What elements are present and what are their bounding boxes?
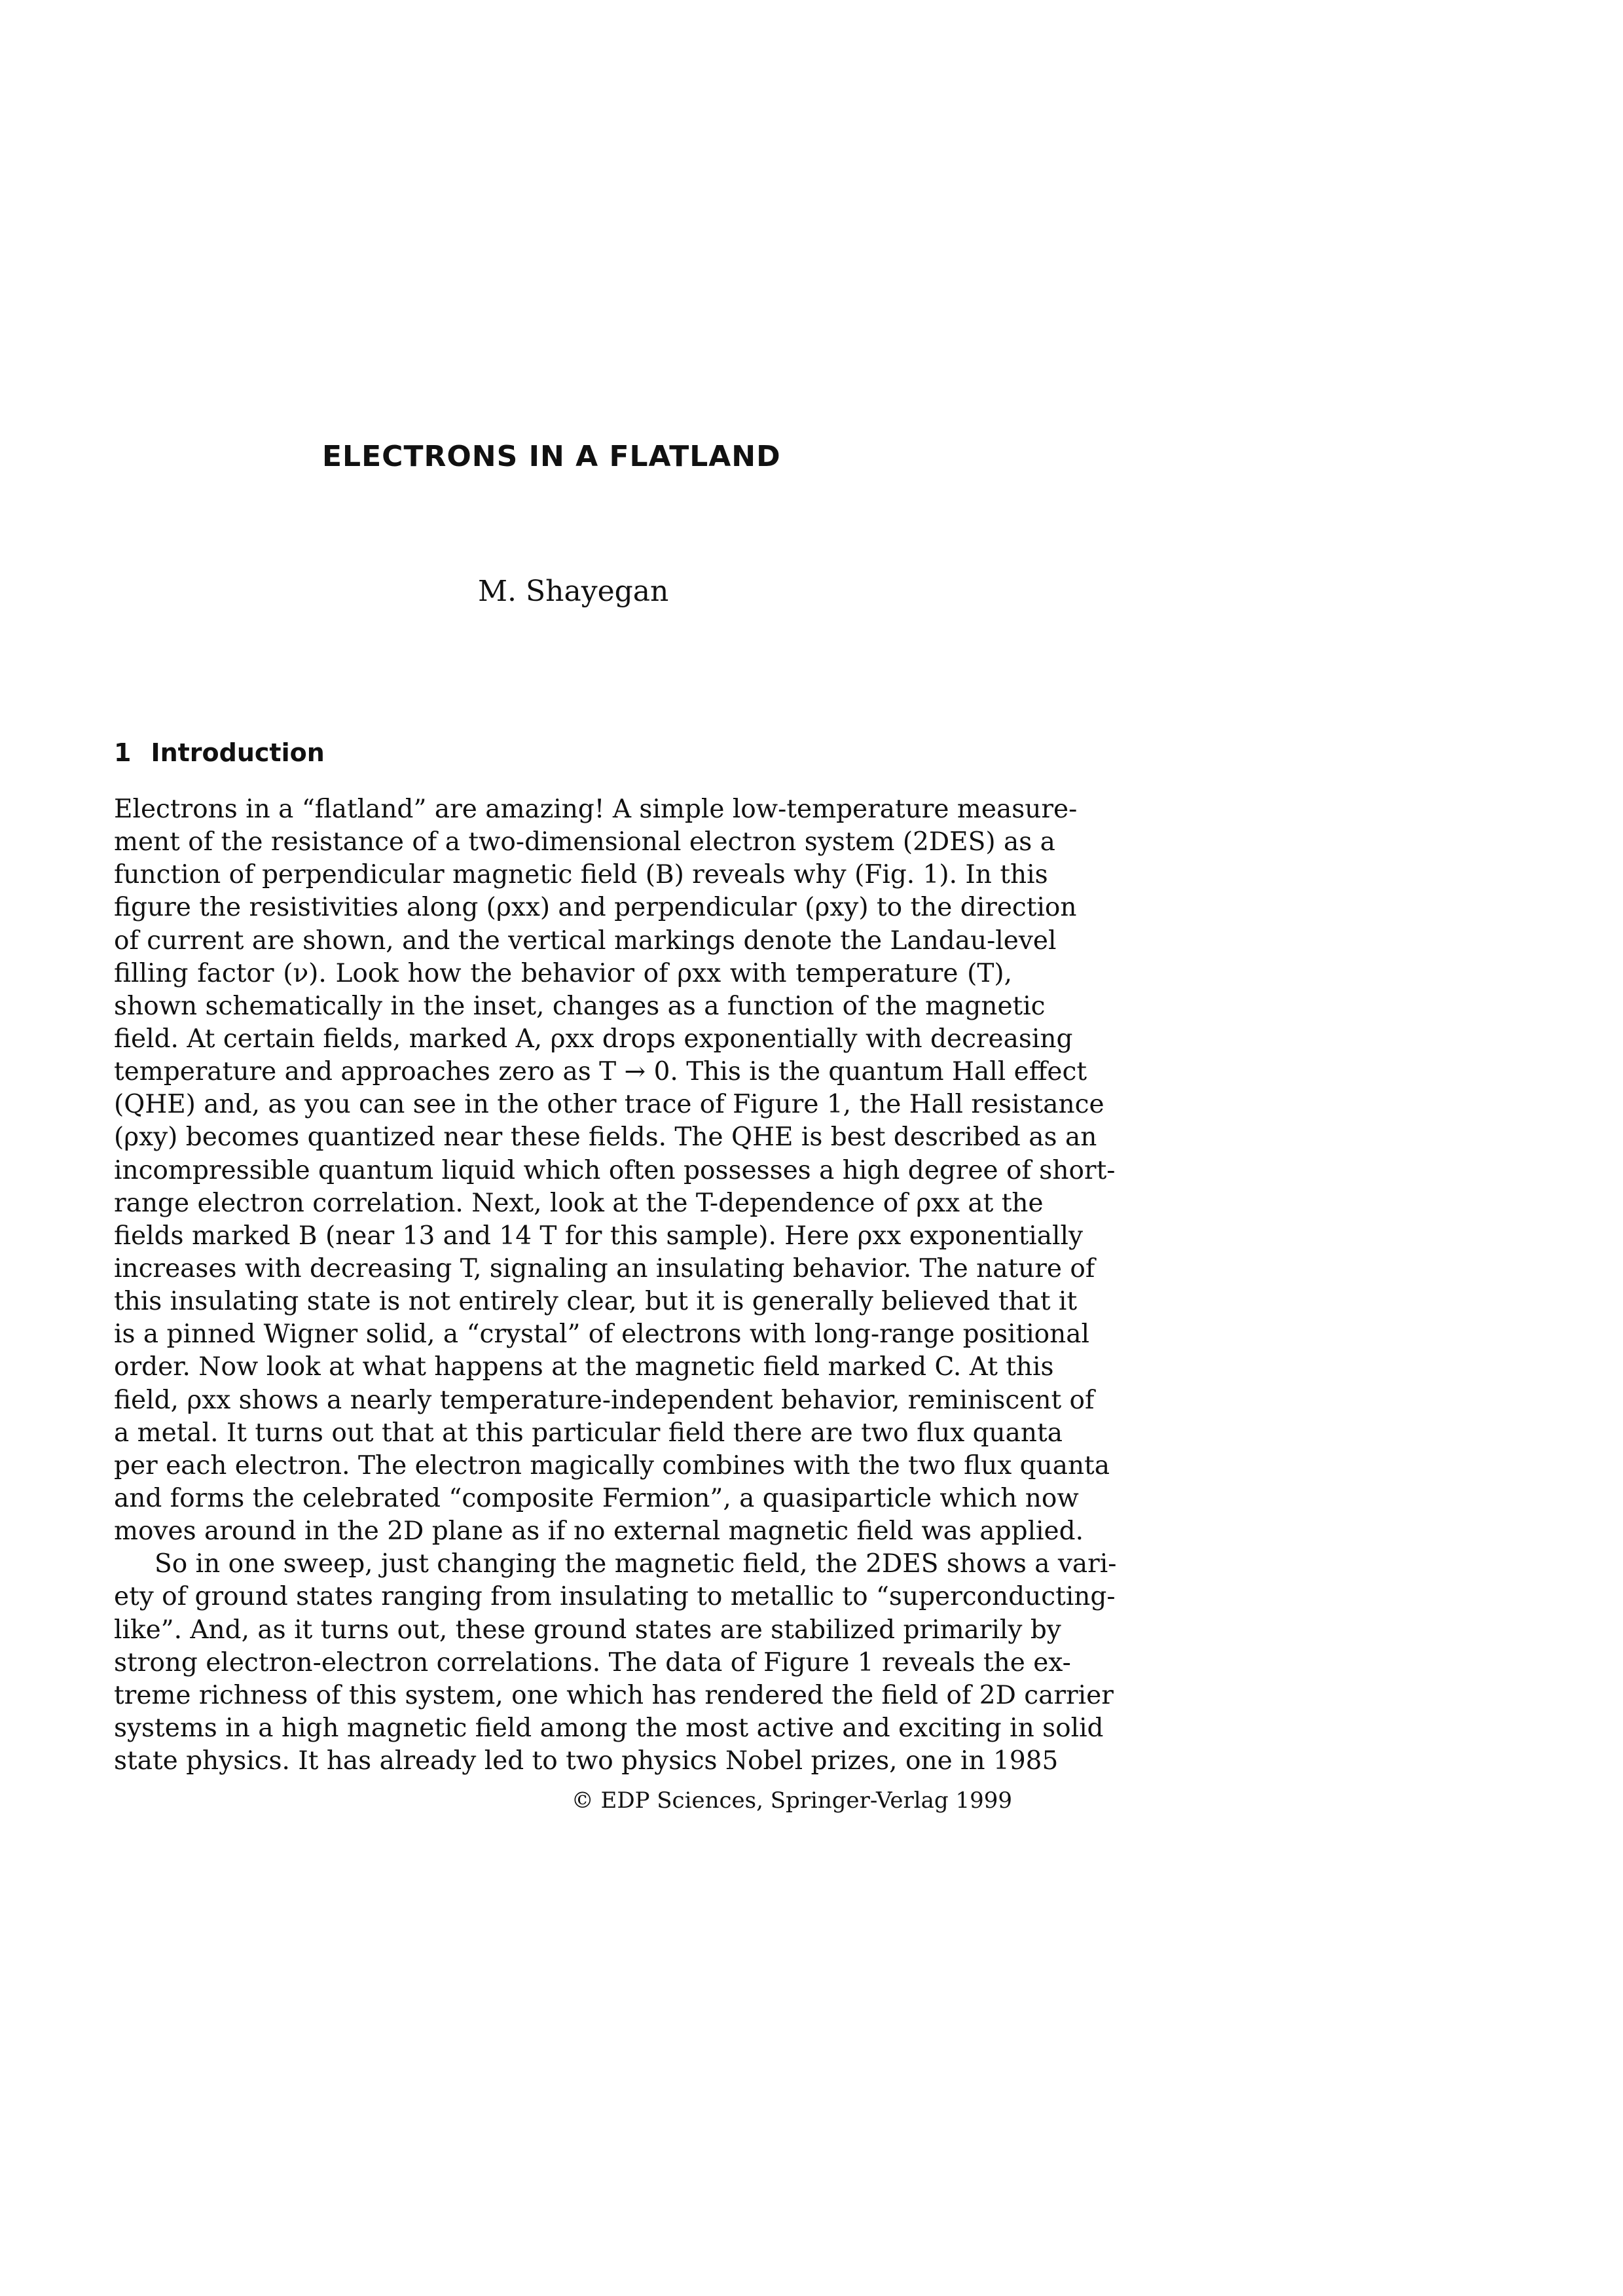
text-line: of current are shown, and the vertical markings denote the Landau-level <box>114 925 1057 956</box>
text-line: function of perpendicular magnetic field (B) reveals why (Fig. 1). In this <box>114 860 1048 890</box>
text-line: Electrons in a “flatland” are amazing! A simple low-temperature measure- <box>114 795 1078 824</box>
text-line: (ρxy) becomes quantized near these fields. The QHE is best described as an <box>114 1122 1097 1153</box>
text-line: figure the resistivities along (ρxx) and perpendicular (ρxy) to the direction <box>114 893 1077 923</box>
text-line: per each electron. The electron magically combines with the two flux quanta <box>114 1450 1110 1480</box>
section-heading <box>114 738 325 767</box>
text-line: ety of ground states ranging from insulating to metallic to “superconducting- <box>114 1582 1116 1612</box>
text-line: moves around in the 2D plane as if no external magnetic field was applied. <box>114 1516 1084 1547</box>
text-line: increases with decreasing T, signaling an insulating behavior. The nature of <box>114 1253 1095 1283</box>
text-line: So in one sweep, just changing the magnetic field, the 2DES shows a vari- <box>155 1549 1117 1579</box>
text-line: temperature and approaches zero as T → 0. This is the quantum Hall effect <box>114 1057 1087 1087</box>
text-line: shown schematically in the inset, changes as a function of the magnetic <box>114 991 1046 1021</box>
body-text <box>114 793 1117 1778</box>
text-line: strong electron-electron correlations. The data of Figure 1 reveals the ex- <box>114 1647 1071 1677</box>
paper-title: ELECTRONS IN A FLATLAND <box>322 440 781 473</box>
text-line: this insulating state is not entirely clear, but it is generally believed that it <box>114 1287 1078 1317</box>
text-line: and forms the celebrated “composite Fermion”, a quasiparticle which now <box>114 1483 1079 1513</box>
text-line: field. At certain fields, marked A, ρxx drops exponentially with decreasing <box>114 1024 1073 1054</box>
text-line: a metal. It turns out that at this particular field there are two flux quanta <box>114 1418 1063 1448</box>
text-line: order. Now look at what happens at the magnetic field marked C. At this <box>114 1352 1054 1382</box>
text-line: field, ρxx shows a nearly temperature-independent behavior, reminiscent of <box>114 1385 1095 1415</box>
text-line: like”. And, as it turns out, these ground states are stabilized primarily by <box>114 1615 1061 1645</box>
text-line: filling factor (ν). Look how the behavior of ρxx with temperature (T), <box>114 958 1012 988</box>
text-line: systems in a high magnetic field among the most active and exciting in solid <box>114 1713 1104 1743</box>
section-number: 1 <box>114 738 132 767</box>
text-line: is a pinned Wigner solid, a “crystal” of electrons with long-range positional <box>114 1319 1089 1350</box>
text-line: ment of the resistance of a two-dimensional electron system (2DES) as a <box>114 827 1055 857</box>
copyright-notice: © EDP Sciences, Springer-Verlag 1999 <box>571 1787 1012 1814</box>
text-line: treme richness of this system, one which has rendered the field of 2D carrier <box>114 1680 1114 1710</box>
text-line: incompressible quantum liquid which often possesses a high degree of short- <box>114 1155 1116 1185</box>
author-name: M. Shayegan <box>478 575 669 608</box>
text-line: range electron correlation. Next, look at the T-dependence of ρxx at the <box>114 1188 1044 1218</box>
section-title: Introduction <box>151 738 325 767</box>
text-line: state physics. It has already led to two physics Nobel prizes, one in 1985 <box>114 1746 1059 1776</box>
text-line: (QHE) and, as you can see in the other trace of Figure 1, the Hall resistance <box>114 1090 1104 1120</box>
text-line: fields marked B (near 13 and 14 T for this sample). Here ρxx exponentially <box>114 1221 1083 1251</box>
